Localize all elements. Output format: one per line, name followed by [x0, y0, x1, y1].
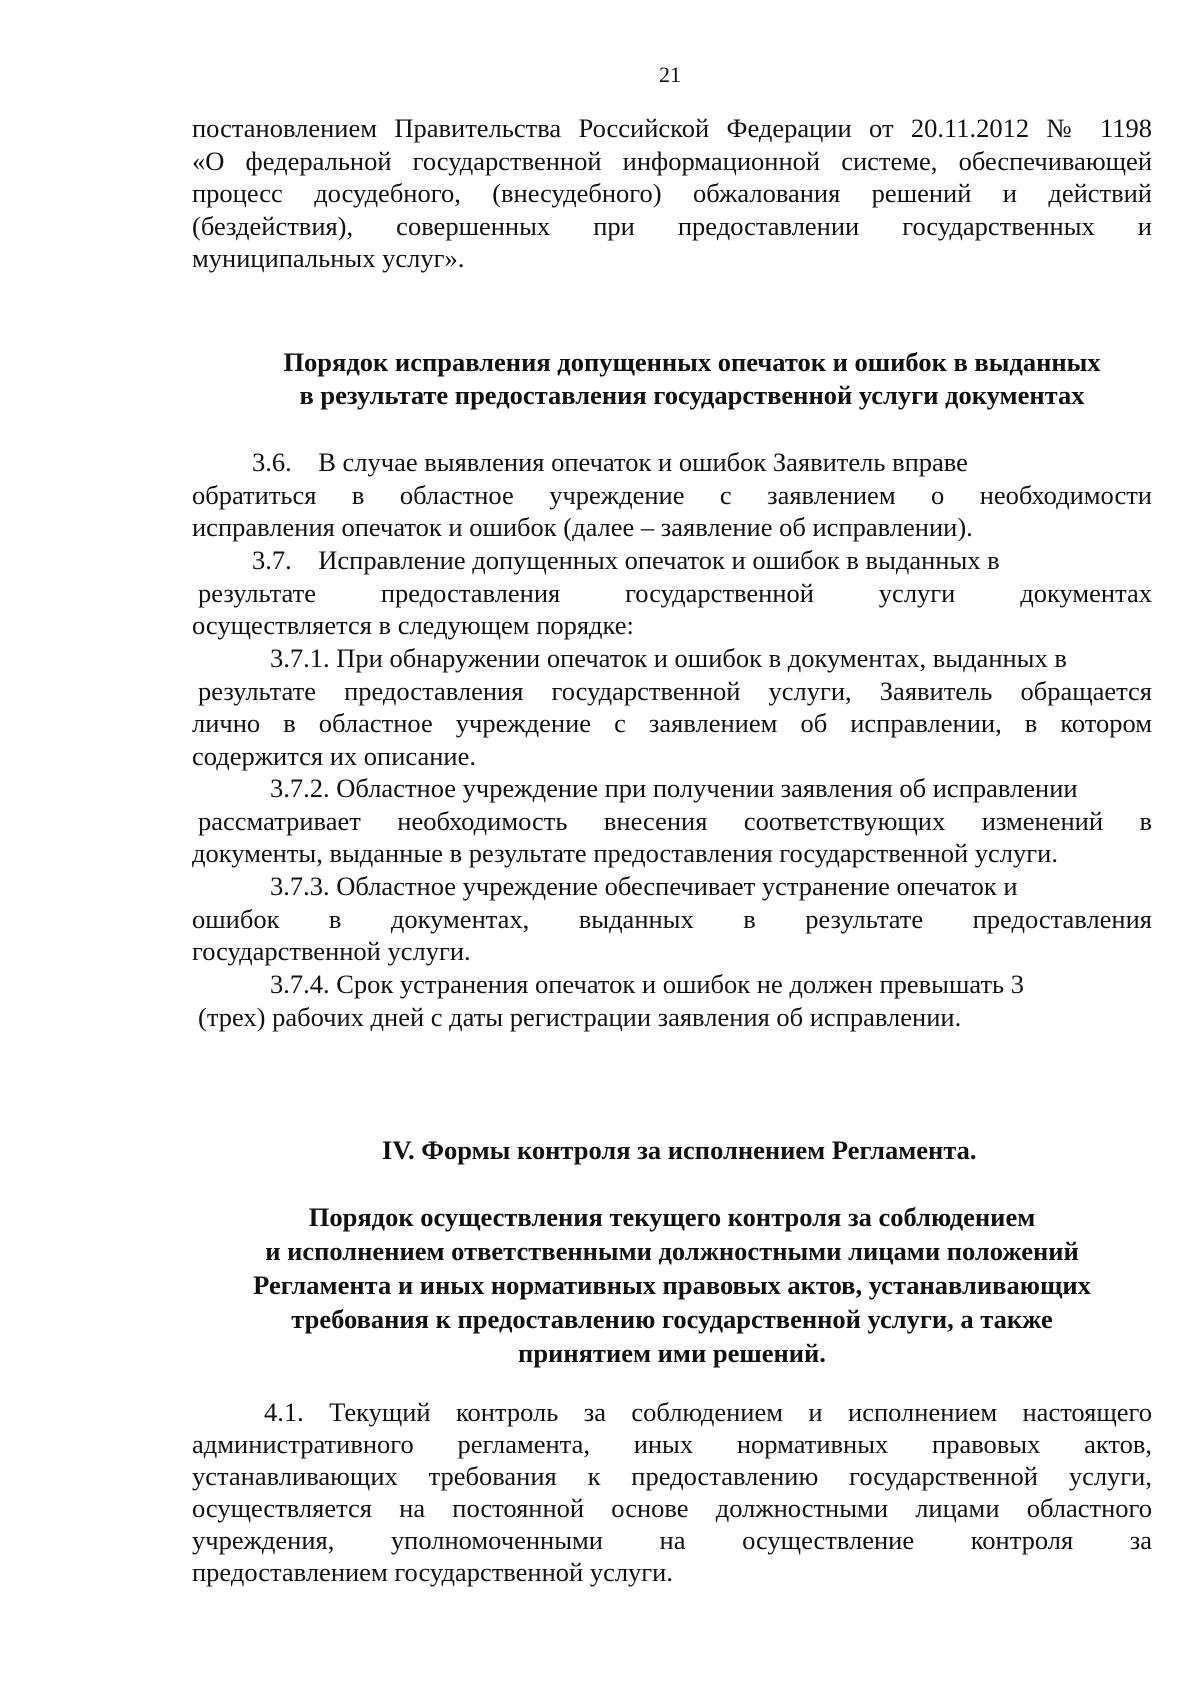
text-line: 3.7. Исправление допущенных опечаток и ошибок в выданных в	[252, 545, 1000, 575]
chapter-heading	[232, 1134, 1200, 1167]
text-line: осуществляется в следующем порядке:	[192, 610, 634, 641]
clause-3-6	[192, 446, 1152, 544]
clause-4-1	[192, 1396, 1152, 1588]
heading-line: требования к предоставлению государственной услуги, а также	[291, 1304, 1053, 1334]
text-line: 3.7.2. Областное учреждение при получении заявления об исправлении	[270, 773, 1078, 803]
text-line: лично в областное учреждение с заявлением об исправлении, в котором	[192, 708, 1152, 739]
page-number: 21	[659, 62, 681, 87]
text-line: документы, выданные в результате предоставления государственной услуги.	[192, 838, 1058, 869]
heading-line: IV. Формы контроля за исполнением Регламента.	[382, 1135, 977, 1165]
heading-line: и исполнением ответственными должностными лицами положений	[265, 1236, 1079, 1266]
text-line: 3.7.3. Областное учреждение обеспечивает устранение опечаток и	[270, 871, 1018, 901]
text-line: осуществляется на постоянной основе должностными лицами областного	[192, 1493, 1152, 1523]
clause-3-7-3	[192, 870, 1152, 968]
text-line: муниципальных услуг».	[192, 243, 465, 274]
text-line: административного регламента, иных нормативных правовых актов,	[192, 1429, 1152, 1459]
intro-paragraph	[192, 112, 1152, 275]
text-line: ошибок в документах, выданных в результате предоставления	[192, 903, 1152, 934]
text-line: постановлением Правительства Российской Федерации от 20.11.2012 № 1198	[192, 113, 1152, 143]
text-line: (трех) рабочих дней с даты регистрации заявления об исправлении.	[198, 1001, 962, 1032]
text-line: результате предоставления государственной услуги, Заявитель обращается	[198, 675, 1152, 706]
text-line: предоставлением государственной услуги.	[192, 1557, 673, 1587]
text-line: исправления опечаток и ошибок (далее – заявление об исправлении).	[192, 512, 973, 543]
text-line: устанавливающих требования к предоставлению государственной услуги,	[192, 1461, 1152, 1491]
clause-3-7	[192, 544, 1152, 642]
clause-3-7-1	[192, 642, 1152, 772]
heading-line: в результате предоставления государственной услуги документах	[299, 380, 1085, 410]
text-line: 4.1. Текущий контроль за соблюдением и исполнением настоящего	[264, 1397, 1152, 1427]
clause-3-7-2	[192, 772, 1152, 870]
heading-line: принятием ими решений.	[518, 1338, 826, 1368]
text-line: содержится их описание.	[192, 740, 476, 771]
text-line: 3.6. В случае выявления опечаток и ошибок Заявитель вправе	[252, 447, 968, 477]
text-line: (бездействия), совершенных при предоставлении государственных и	[192, 210, 1152, 241]
heading-line: Порядок осуществления текущего контроля за соблюдением	[308, 1202, 1036, 1232]
text-line: 3.7.4. Срок устранения опечаток и ошибок не должен превышать 3	[270, 969, 1025, 999]
text-line: процесс досудебного, (внесудебного) обжалования решений и действий	[192, 178, 1152, 209]
text-line: обратиться в областное учреждение с заявлением о необходимости	[192, 479, 1152, 510]
text-line: «О федеральной государственной информационной системе, обеспечивающей	[192, 145, 1152, 176]
text-line: государственной услуги.	[192, 936, 471, 967]
text-line: рассматривает необходимость внесения соответствующих изменений в	[198, 805, 1152, 836]
clause-3-7-4	[192, 968, 1152, 1033]
text-line: результате предоставления государственной услуги документах	[198, 577, 1152, 608]
section-heading	[232, 346, 1152, 412]
text-line: 3.7.1. При обнаружении опечаток и ошибок в документах, выданных в	[270, 643, 1067, 673]
heading-line: Порядок исправления допущенных опечаток и ошибок в выданных	[283, 347, 1101, 377]
section-heading	[192, 1200, 1152, 1370]
heading-line: Регламента и иных нормативных правовых актов, устанавливающих	[253, 1270, 1091, 1300]
text-line: учреждения, уполномоченными на осуществление контроля за	[192, 1525, 1152, 1555]
